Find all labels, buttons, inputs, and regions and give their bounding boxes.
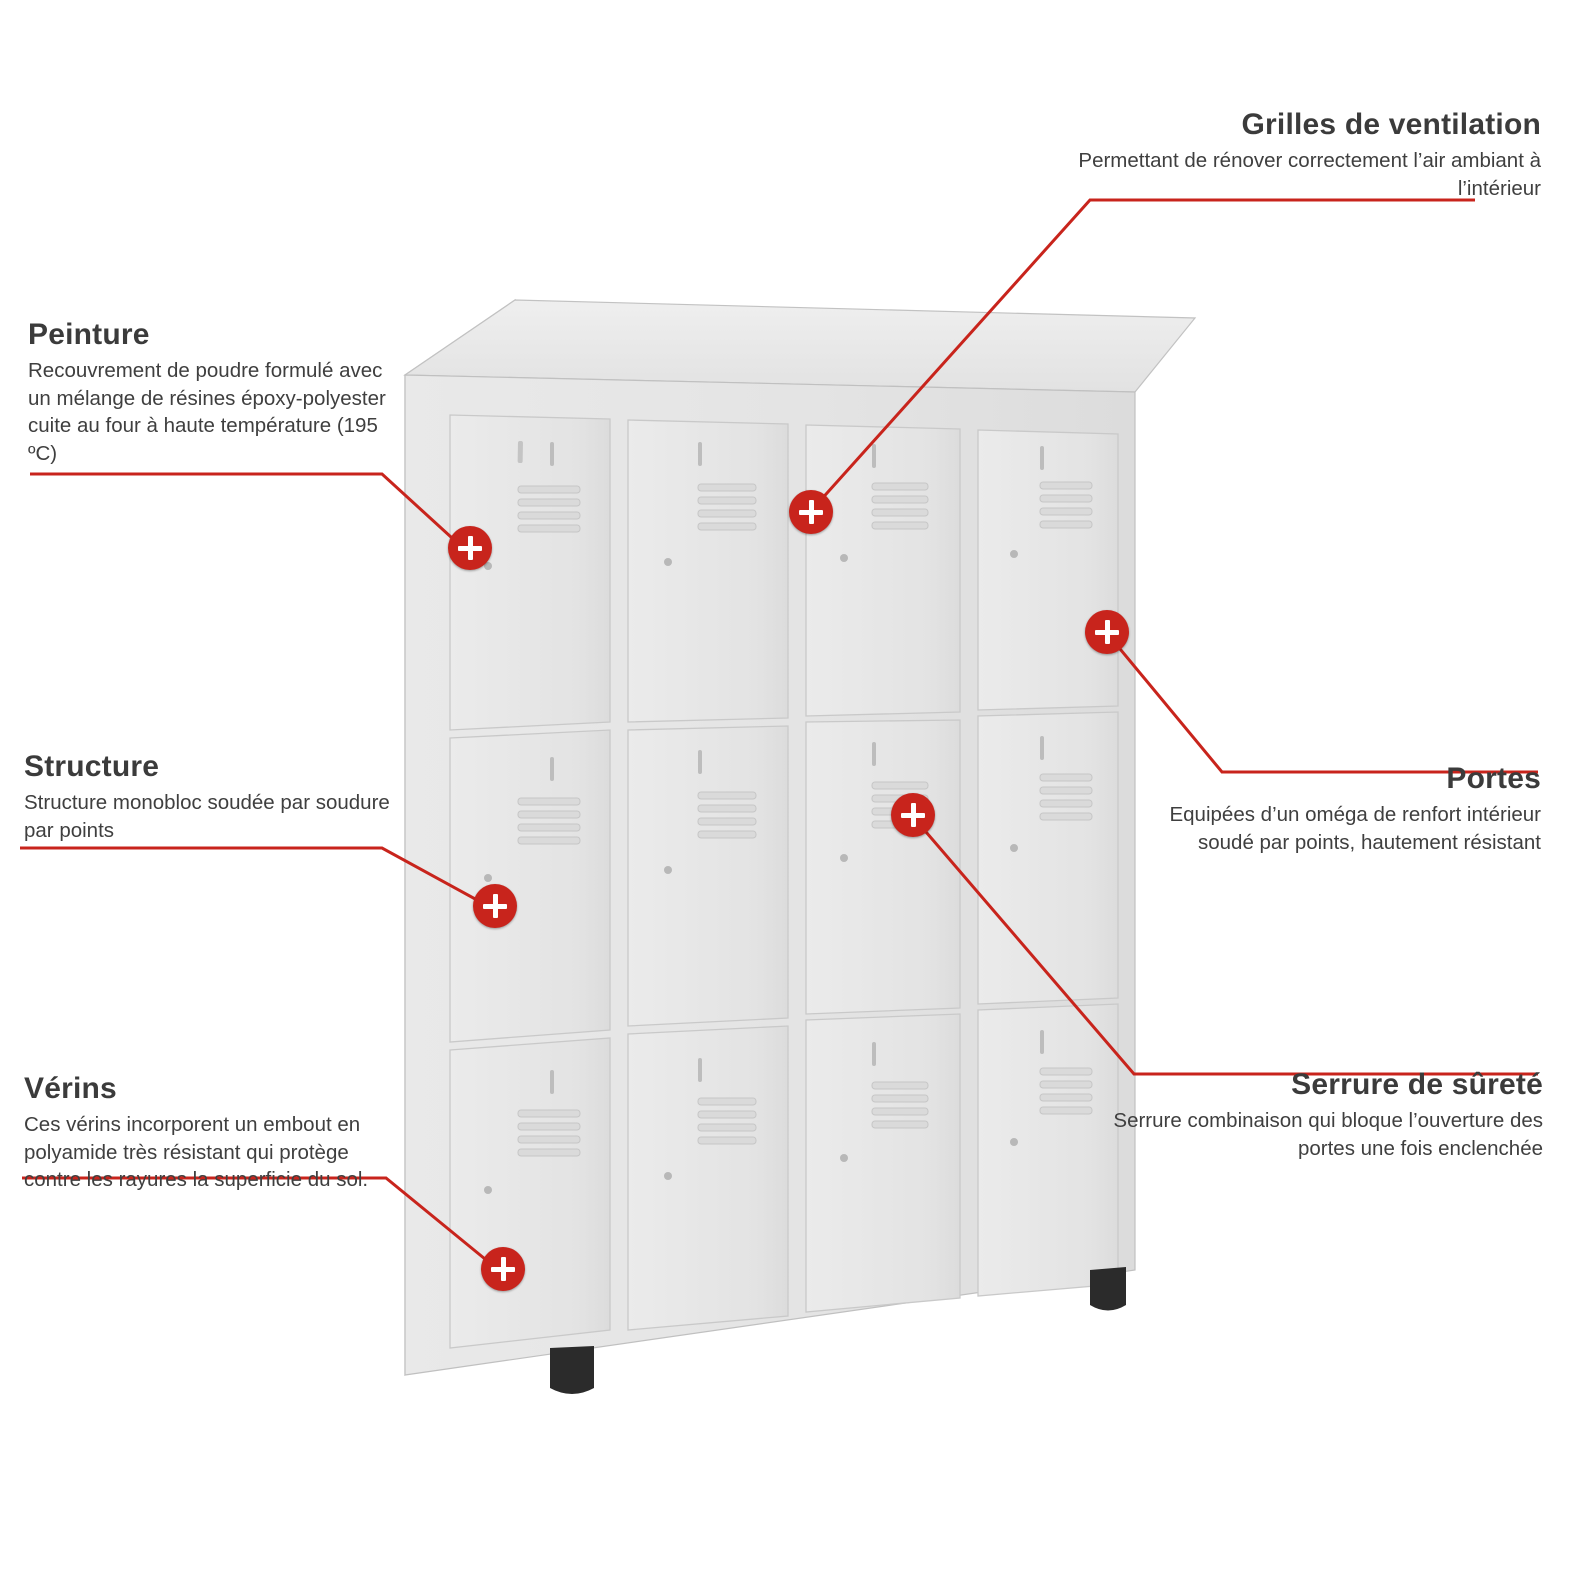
marker-portes[interactable] xyxy=(1085,610,1129,654)
callout-title: Grilles de ventilation xyxy=(1241,108,1541,141)
callout-verins xyxy=(24,1072,402,1194)
locker-foot xyxy=(550,1346,594,1394)
marker-verins[interactable] xyxy=(481,1247,525,1291)
callout-title: Portes xyxy=(1446,762,1541,795)
callout-title: Peinture xyxy=(28,318,150,351)
callout-body: Serrure combinaison qui bloque l’ouverture des portes une fois enclenchée xyxy=(1113,1109,1543,1160)
callout-body: Equipées d’un oméga de renfort intérieur soudé par points, hautement résistant xyxy=(1169,803,1541,854)
callout-peinture xyxy=(28,318,408,468)
locker-door[interactable] xyxy=(450,730,610,1042)
marker-ventilation[interactable] xyxy=(789,490,833,534)
marker-structure[interactable] xyxy=(473,884,517,928)
callout-body: Permettant de rénover correctement l’air ambiant à l’intérieur xyxy=(1078,149,1541,200)
locker-door[interactable] xyxy=(628,1026,788,1330)
locker-illustration xyxy=(400,270,1220,1400)
locker-door[interactable] xyxy=(806,1014,960,1312)
locker-door[interactable] xyxy=(978,712,1118,1004)
callout-body: Structure monobloc soudée par soudure par points xyxy=(24,791,390,842)
locker-foot xyxy=(1090,1267,1126,1311)
callout-body: Ces vérins incorporent un embout en polyamide très résistant qui protège contre les rayures la superficie du sol. xyxy=(24,1113,369,1192)
callout-structure xyxy=(24,750,396,844)
callout-portes xyxy=(1129,762,1541,856)
callout-serrure xyxy=(1081,1068,1543,1162)
callout-ventilation xyxy=(1061,108,1541,202)
callout-title: Serrure de sûreté xyxy=(1291,1068,1543,1101)
locker-door[interactable] xyxy=(978,430,1118,710)
locker-door[interactable] xyxy=(806,425,960,716)
locker-door[interactable] xyxy=(450,415,610,730)
locker-door[interactable] xyxy=(628,726,788,1026)
marker-serrure[interactable] xyxy=(891,793,935,837)
locker-door[interactable] xyxy=(628,420,788,722)
callout-title: Vérins xyxy=(24,1072,117,1105)
locker-door[interactable] xyxy=(806,720,960,1014)
marker-peinture[interactable] xyxy=(448,526,492,570)
callout-body: Recouvrement de poudre formulé avec un mélange de résines époxy-polyester cuite au four à haute température (195 ºC) xyxy=(28,359,386,466)
locker-door[interactable] xyxy=(450,1038,610,1348)
callout-title: Structure xyxy=(24,750,160,783)
